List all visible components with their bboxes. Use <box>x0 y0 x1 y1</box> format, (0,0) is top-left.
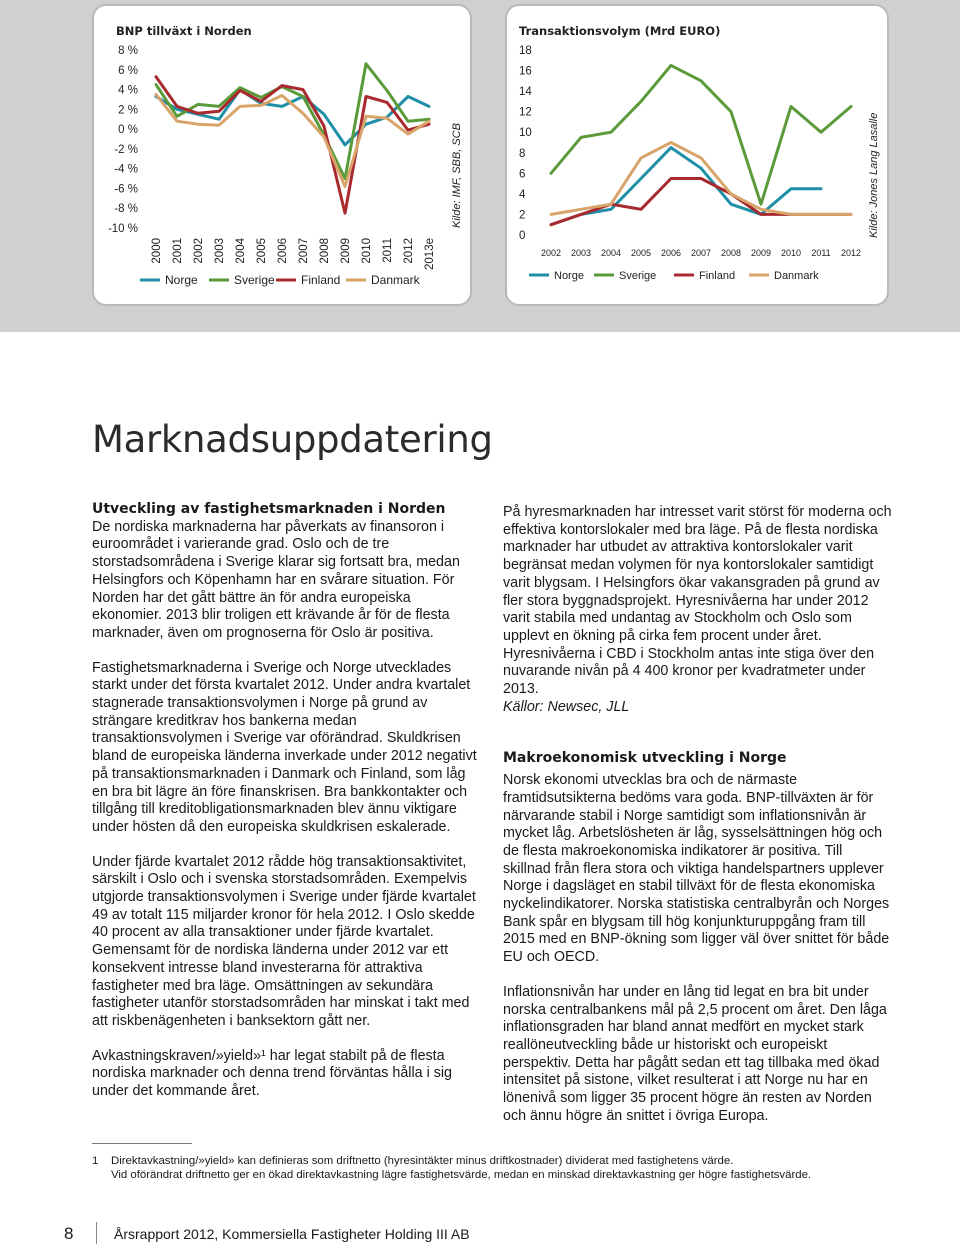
transaction-volume-chart <box>507 6 887 304</box>
series-line-sverige <box>156 64 429 179</box>
page-heading: Marknadsuppdatering <box>92 418 493 461</box>
x-tick-label: 2006 <box>277 238 289 264</box>
legend-label: Danmark <box>774 270 819 282</box>
x-tick-label: 2011 <box>382 238 394 263</box>
y-tick-label: 4 % <box>118 84 138 97</box>
footnote-rule <box>92 1143 192 1144</box>
legend-label: Norge <box>165 273 198 287</box>
x-tick-label: 2005 <box>256 238 268 264</box>
transaction-chart-card <box>505 4 889 306</box>
x-tick-label: 2010 <box>780 248 802 258</box>
left-paragraph-1: De nordiska marknaderna har påverkats av finansoron i euroområdet i varierande grad. Oslo och de tre storstadsområdena i Sverige klarar sig fortsatt bra, medan Helsingfors och Köpenhamn har en svårare situation. För Norden har det gått bättre än för andra europeiska ekonomier. 2013 blir troligen ett krävande år för de flesta marknader, även om prognoserna för Oslo är positiva. <box>92 518 460 641</box>
x-tick-label: 2011 <box>811 248 831 258</box>
x-tick-label: 2004 <box>600 248 622 258</box>
x-tick-label: 2010 <box>361 238 373 264</box>
y-tick-label: -6 % <box>114 183 138 196</box>
legend-label: Sverige <box>619 270 657 282</box>
page-separator <box>96 1222 97 1244</box>
gdp-growth-chart <box>94 6 470 304</box>
x-tick-label: 2002 <box>193 238 205 264</box>
legend-label: Sverige <box>234 273 275 287</box>
x-tick-label: 2012 <box>403 238 415 264</box>
source-note: Kilde: IMF, SBB, SCB <box>451 123 463 228</box>
publication-title: Årsrapport 2012, Kommersiella Fastigheter Holding III AB <box>114 1226 470 1242</box>
x-tick-label: 2008 <box>720 248 742 258</box>
gdp-chart-title: BNP tillväxt i Norden <box>116 24 252 38</box>
source-note: Kilde: Jones Lang Lasalle <box>868 112 880 238</box>
left-subhead: Utveckling av fastighetsmarknaden i Norden <box>92 501 446 517</box>
y-tick-label: 0 % <box>118 124 138 137</box>
right-paragraph-1: På hyresmarknaden har intresset varit störst för moderna och effektiva kontorslokaler med bra läge. På de flesta nordiska marknader har utbudet av attraktiva kontorslokaler varit begränsat medan volymen för nya kontorslokaler samtidigt varit blygsam. I Helsingfors ökar vakansgraden på grund av fler stora byggnadsprojekt. Hyresnivåerna har under 2012 varit stabila med undantag av Stockholm och Oslo som upplevt en ökning på cirka fem procent under året. Hyresnivåerna i CBD i Stockholm antas inte stiga över den nuvarande nivån på 4 400 kronor per kvadratmeter under 2013. <box>503 504 892 698</box>
sources-line: Källor: Newsec, JLL <box>503 698 630 715</box>
y-tick-label: -10 % <box>107 223 138 235</box>
x-tick-label: 2009 <box>750 248 772 258</box>
transaction-chart-title: Transaktionsvolym (Mrd EURO) <box>519 24 721 38</box>
y-tick-label: -2 % <box>114 143 138 156</box>
gdp-chart-card <box>92 4 472 306</box>
footnote-line-1: Direktavkastning/»yield» kan definieras som driftnetto (hyresintäkter minus driftkostnader) dividerat med fastighetens värde. <box>111 1155 734 1167</box>
x-tick-label: 2000 <box>151 238 163 264</box>
x-tick-label: 2006 <box>660 248 682 258</box>
legend-label: Norge <box>554 270 584 282</box>
x-tick-label: 2001 <box>172 238 184 264</box>
x-tick-label: 2002 <box>540 248 562 258</box>
y-tick-label: -4 % <box>114 163 138 176</box>
x-tick-label: 2005 <box>630 248 652 258</box>
y-tick-label: 16 <box>519 65 532 78</box>
y-tick-label: 0 <box>519 230 526 242</box>
series-line-danmark <box>156 95 429 187</box>
right-subhead: Makroekonomisk utveckling i Norge <box>503 750 787 767</box>
footnote-number: 1 <box>92 1155 99 1167</box>
x-tick-label: 2003 <box>570 248 592 258</box>
legend-label: Finland <box>699 270 736 282</box>
x-tick-label: 2007 <box>298 238 310 264</box>
left-paragraph-3: Under fjärde kvartalet 2012 rådde hög transaktionsaktivitet, särskilt i Oslo och i svenska storstadsområden. Exempelvis utgjorde transaktionsvolymen i Sverige under fjärde kvartalet 49 av totalt 115 miljarder kronor för hela 2012. I Oslo skedde 40 procent av alla transaktioner under fjärde kvartalet. Gemensamt för de nordiska länderna under 2012 var ett konsekvent intresse bland investerarna för attraktiva fastigheter med bra läge. Omsättningen av sekundära fastigheter utanför storstadsområden har minskat i takt med att riskbenägenheten i banksektorn gått ner. <box>92 853 476 1029</box>
legend-label: Finland <box>301 273 341 287</box>
y-tick-label: 10 <box>519 127 532 140</box>
right-column <box>503 504 893 1143</box>
x-tick-label: 2007 <box>690 248 712 258</box>
x-tick-label: 2013e <box>424 238 436 270</box>
left-paragraph-2: Fastighetsmarknaderna i Sverige och Norge utvecklades starkt under det första kvartalet 2012. Under andra kvartalet stagnerade transaktionsvolymen i Norge på grund av strängare kreditkrav hos bankerna medan transaktionsvolymen i Sverige var oförändrad. Skuldkrisen bland de europeiska länderna inverkade under 2012 negativt på transaktionsmarknaden i Danmark och Finland, som låg en bra bit lägre än före finanskrisen. Bra bankkontakter och tillgång till kreditobligationsmarknaden blev ännu viktigare under hösten då den europeiska skuldkrisen eskalerade. <box>92 659 477 835</box>
left-column <box>92 501 477 1118</box>
y-tick-label: 8 <box>519 147 526 160</box>
y-tick-label: 18 <box>519 45 532 57</box>
y-tick-label: 6 <box>519 168 526 181</box>
footnote <box>92 1154 892 1182</box>
page-number: 8 <box>64 1224 74 1243</box>
y-tick-label: 2 % <box>118 104 138 117</box>
y-tick-label: 2 <box>519 209 526 222</box>
y-tick-label: 12 <box>519 106 532 119</box>
series-line-finland <box>551 179 851 225</box>
x-tick-label: 2009 <box>340 238 352 264</box>
footnote-line-2: Vid oförändrat driftnetto ger en ökad direktavkastning lägre fastighetsvärde, medan en minskad direktavkastning ger högre fastighetsvärde. <box>111 1169 812 1181</box>
y-tick-label: 14 <box>519 86 532 99</box>
series-line-sverige <box>551 65 851 204</box>
y-tick-label: -8 % <box>114 203 138 216</box>
y-tick-label: 4 <box>519 188 526 201</box>
right-paragraph-2: Norsk ekonomi utvecklas bra och de närmaste framtidsutsikterna bedöms vara goda. BNP-tillväxten är för närvarande stabil i Norge samtidigt som inflationsnivån är mycket låg. Arbetslösheten är låg, sysselsättningen hög och de flesta makroekonomiska indikatorer är positiva. Till skillnad från flera stora och viktiga handelspartners upplever Norge i dagsläget en stabil tillväxt för de flesta ekonomiska nyckelindikatorer. Norska statistiska centralbyrån och Norges Bank spår en blygsam till hög konjunkturuppgång fram till 2015 med en BNP-ökning som ligger väl över snittet för både EU och OECD. <box>503 772 890 966</box>
x-tick-label: 2008 <box>319 238 331 264</box>
x-tick-label: 2003 <box>214 238 226 264</box>
legend-label: Danmark <box>371 273 420 287</box>
left-paragraph-4: Avkastningskraven/»yield»¹ har legat stabilt på de flesta nordiska marknader och denna trend förväntas hålla i sig under det kommande året. <box>92 1047 453 1100</box>
right-paragraph-3: Inflationsnivån har under en lång tid legat en bra bit under norska centralbankens mål på 2,5 procent om året. Den låga inflationsgraden har bland annat medfört en mycket stark reallöneutveckling både ur historiskt och europeiskt perspektiv. Detta har pågått sedan ett tag tillbaka med ökad intensitet på sistone, vilket resulterat i att Norge nu har en lönenivå som ligger 35 procent högre än resten av Norden och ännu högre än snittet i övriga Europa. <box>503 983 887 1124</box>
series-line-finland <box>156 77 429 214</box>
x-tick-label: 2004 <box>235 238 247 264</box>
y-tick-label: 6 % <box>118 64 138 77</box>
y-tick-label: 8 % <box>118 45 138 57</box>
x-tick-label: 2012 <box>840 248 862 258</box>
